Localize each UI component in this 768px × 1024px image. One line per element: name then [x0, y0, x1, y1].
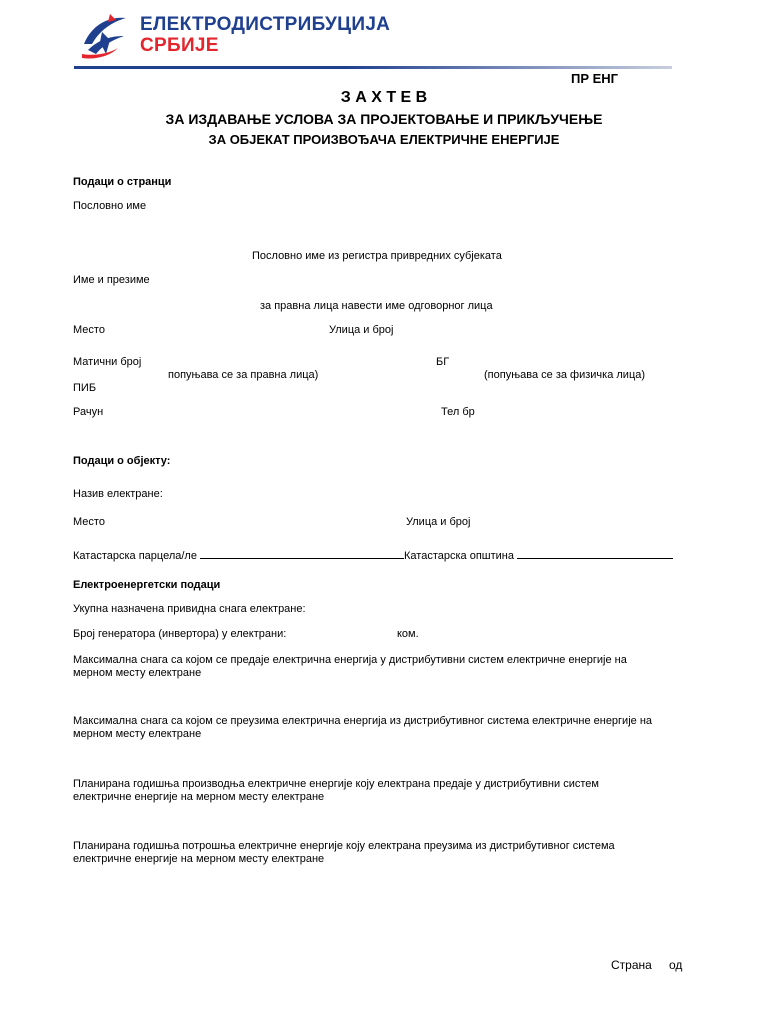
pib-label: ПИБ: [73, 382, 97, 394]
generators-unit: ком.: [397, 628, 419, 640]
bg-hint: (попуњава се за физичка лица): [484, 369, 646, 381]
generators-label: Број генератора (инвертора) у електрани:: [73, 628, 287, 640]
plant-name-label: Назив електране:: [73, 488, 163, 500]
place-label: Место: [73, 324, 105, 336]
full-name-hint: за правна лица навести име одговорног лица: [260, 300, 493, 312]
object-heading: Подаци о објекту:: [73, 455, 171, 467]
parcel-row: [73, 548, 673, 562]
annual-consumption-line1: Планирана годишња потрошња електричне енергије коју електрана преузима из дистрибутивног система: [73, 840, 615, 852]
max-taken-line1: Максимална снага са којом се преузима електрична енергија из дистрибутивног система електричне енергије на: [73, 715, 653, 727]
header-divider: [74, 66, 672, 69]
company-name-line2: СРБИЈЕ: [140, 35, 219, 56]
page-number-label: Страна: [611, 958, 652, 972]
title-line1: ЗА ИЗДАВАЊЕ УСЛОВА ЗА ПРОЈЕКТОВАЊЕ И ПРИКЉУЧЕЊЕ: [165, 111, 603, 127]
max-delivered-line1: Максимална снага са којом се предаје електрична енергија у дистрибутивни систем електричне енергије на: [73, 654, 627, 666]
municipality-field[interactable]: [517, 548, 673, 559]
parcel-field[interactable]: [200, 548, 404, 559]
energy-heading: Електроенергетски подаци: [73, 579, 221, 591]
bg-label: БГ: [436, 356, 450, 368]
annual-production-line1: Планирана годишња производња електричне енергије коју електрана предаје у дистрибутивни систем: [73, 778, 599, 790]
annual-consumption-line2: електричне енергије на мерном месту електране: [73, 853, 325, 865]
apparent-power-label: Укупна назначена привидна снага електране:: [73, 603, 306, 615]
municipality-label: Катастарска општина: [404, 550, 514, 562]
reg-number-hint: попуњава се за правна лица): [168, 369, 319, 381]
account-label: Рачун: [73, 406, 104, 418]
annual-production-line2: електричне енергије на мерном месту електране: [73, 791, 325, 803]
reg-number-label: Матични број: [73, 356, 142, 368]
business-name-hint: Пословно име из регистра привредних субјеката: [252, 250, 502, 262]
title-line2: ЗА ОБЈЕКАТ ПРОИЗВОЂАЧА ЕЛЕКТРИЧНЕ ЕНЕРГИЈЕ: [208, 132, 560, 147]
company-logo-icon: [80, 10, 130, 60]
business-name-label: Пословно име: [73, 200, 147, 212]
phone-label: Тел бр: [441, 406, 475, 418]
max-taken-line2: мерном месту електране: [73, 728, 202, 740]
party-heading: Подаци о странци: [73, 176, 172, 188]
object-street-label: Улица и број: [406, 516, 471, 528]
street-label: Улица и број: [329, 324, 394, 336]
page-title: З А Х Т Е В: [340, 89, 428, 106]
company-name-line1: ЕЛЕКТРОДИСТРИБУЦИЈА: [140, 14, 391, 35]
object-place-label: Место: [73, 516, 105, 528]
page-of-label: од: [669, 958, 683, 972]
parcel-label: Катастарска парцела/ле: [73, 550, 197, 562]
form-code: ПР ЕНГ: [571, 71, 619, 86]
max-delivered-line2: мерном месту електране: [73, 667, 202, 679]
full-name-label: Име и презиме: [73, 274, 150, 286]
